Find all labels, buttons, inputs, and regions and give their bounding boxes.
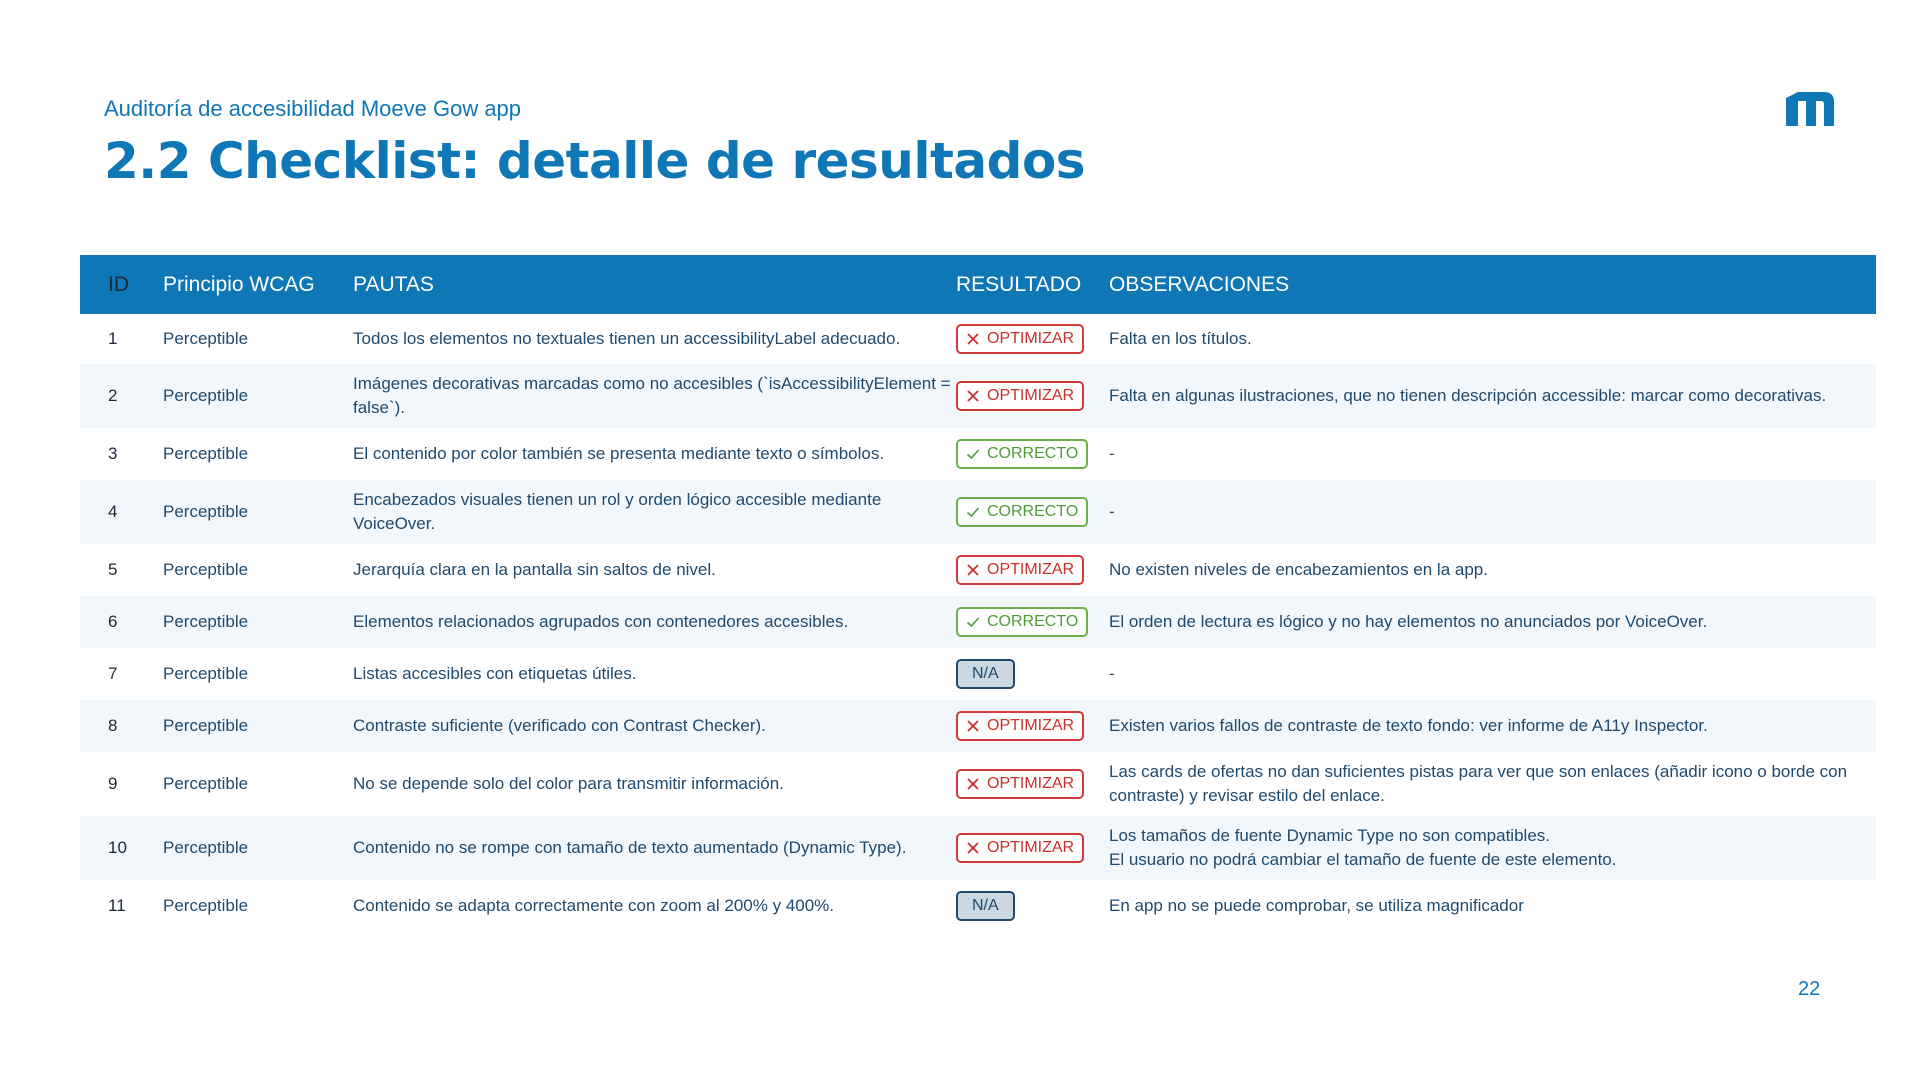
- row-resultado-cell: [956, 544, 1109, 596]
- row-resultado-cell: [956, 480, 1109, 544]
- status-badge: [956, 381, 1084, 411]
- status-badge: [956, 711, 1084, 741]
- cross-icon: [966, 563, 980, 577]
- table-row: [80, 364, 1876, 428]
- row-pauta: Contraste suficiente (verificado con Contrast Checker).: [353, 716, 766, 735]
- status-badge: [956, 439, 1088, 469]
- row-principio: Perceptible: [163, 664, 249, 683]
- table-row: [80, 752, 1876, 816]
- row-principio: Perceptible: [163, 896, 249, 915]
- row-id: 10: [108, 838, 127, 857]
- status-badge: [956, 497, 1088, 527]
- cross-icon: [966, 332, 980, 346]
- status-badge-label: CORRECTO: [987, 445, 1079, 462]
- check-icon: [966, 505, 980, 519]
- check-icon: [966, 447, 980, 461]
- row-resultado-cell: [956, 752, 1109, 816]
- row-pauta: Encabezados visuales tienen un rol y orden lógico accesible mediante VoiceOver.: [353, 490, 882, 533]
- status-badge-label: OPTIMIZAR: [987, 775, 1075, 792]
- status-badge-label: OPTIMIZAR: [987, 561, 1075, 578]
- row-principio: Perceptible: [163, 386, 249, 405]
- row-pauta: Elementos relacionados agrupados con contenedores accesibles.: [353, 612, 849, 631]
- row-principio: Perceptible: [163, 612, 249, 631]
- row-pauta: Todos los elementos no textuales tienen un accessibilityLabel adecuado.: [353, 329, 901, 348]
- row-pauta: Contenido no se rompe con tamaño de texto aumentado (Dynamic Type).: [353, 838, 907, 857]
- status-badge: [956, 659, 1015, 689]
- status-badge-label: CORRECTO: [987, 613, 1079, 630]
- header-id: ID: [108, 272, 129, 296]
- row-resultado-cell: [956, 880, 1109, 932]
- table-row: [80, 428, 1876, 480]
- status-badge-label: OPTIMIZAR: [987, 330, 1075, 347]
- table-row: [80, 816, 1876, 880]
- table-row: [80, 544, 1876, 596]
- status-badge-label: OPTIMIZAR: [987, 839, 1075, 856]
- page-title: 2.2 Checklist: detalle de resultados: [104, 132, 1086, 190]
- row-resultado-cell: [956, 648, 1109, 700]
- row-observacion: Las cards de ofertas no dan suficientes pistas para ver que son enlaces (añadir icono o borde con contraste) y revisar estilo del enlace.: [1109, 762, 1848, 805]
- row-pauta: El contenido por color también se presenta mediante texto o símbolos.: [353, 444, 885, 463]
- row-resultado-cell: [956, 314, 1109, 364]
- cross-icon: [966, 841, 980, 855]
- cross-icon: [966, 777, 980, 791]
- row-pauta: Listas accesibles con etiquetas útiles.: [353, 664, 637, 683]
- status-badge: [956, 607, 1088, 637]
- row-resultado-cell: [956, 596, 1109, 648]
- status-badge-label: OPTIMIZAR: [987, 387, 1075, 404]
- row-observacion: Los tamaños de fuente Dynamic Type no son compatibles. El usuario no podrá cambiar el tamaño de fuente de este elemento.: [1109, 826, 1617, 869]
- status-badge-label: N/A: [972, 897, 999, 914]
- row-id: 4: [108, 502, 118, 521]
- row-observacion: Falta en los títulos.: [1109, 329, 1252, 348]
- row-observacion: El orden de lectura es lógico y no hay elementos no anunciados por VoiceOver.: [1109, 612, 1708, 631]
- row-id: 1: [108, 329, 118, 348]
- row-id: 8: [108, 716, 118, 735]
- status-badge: [956, 324, 1084, 354]
- page-number: 22: [1798, 978, 1821, 1000]
- moeve-logo-icon: [1784, 88, 1836, 130]
- table-row: [80, 648, 1876, 700]
- row-principio: Perceptible: [163, 329, 249, 348]
- row-id: 7: [108, 664, 118, 683]
- row-id: 3: [108, 444, 118, 463]
- report-subtitle: Auditoría de accesibilidad Moeve Gow app: [104, 96, 522, 121]
- header-pautas: PAUTAS: [353, 272, 434, 296]
- status-badge: [956, 833, 1084, 863]
- header-resultado: RESULTADO: [956, 272, 1082, 296]
- row-observacion: -: [1109, 502, 1115, 521]
- row-observacion: Falta en algunas ilustraciones, que no tienen descripción accessible: marcar como decorativas.: [1109, 386, 1827, 405]
- status-badge-label: CORRECTO: [987, 503, 1079, 520]
- row-resultado-cell: [956, 816, 1109, 880]
- table-row: [80, 700, 1876, 752]
- row-observacion: Existen varios fallos de contraste de texto fondo: ver informe de A11y Inspector.: [1109, 716, 1708, 735]
- table-row: [80, 596, 1876, 648]
- checklist-table: [80, 255, 1876, 932]
- status-badge-label: OPTIMIZAR: [987, 717, 1075, 734]
- table-header-row: [80, 255, 1876, 314]
- row-observacion: -: [1109, 664, 1115, 683]
- row-principio: Perceptible: [163, 774, 249, 793]
- header-observaciones: OBSERVACIONES: [1109, 272, 1290, 296]
- row-id: 5: [108, 560, 118, 579]
- status-badge: [956, 769, 1084, 799]
- row-principio: Perceptible: [163, 716, 249, 735]
- row-observacion: No existen niveles de encabezamientos en la app.: [1109, 560, 1488, 579]
- row-principio: Perceptible: [163, 502, 249, 521]
- check-icon: [966, 615, 980, 629]
- row-observacion: En app no se puede comprobar, se utiliza magnificador: [1109, 896, 1524, 915]
- row-resultado-cell: [956, 700, 1109, 752]
- table-row: [80, 880, 1876, 932]
- status-badge: [956, 555, 1084, 585]
- row-resultado-cell: [956, 428, 1109, 480]
- row-pauta: No se depende solo del color para transmitir información.: [353, 774, 784, 793]
- table-row: [80, 314, 1876, 364]
- row-pauta: Jerarquía clara en la pantalla sin saltos de nivel.: [353, 560, 716, 579]
- row-id: 6: [108, 612, 118, 631]
- row-id: 9: [108, 774, 118, 793]
- row-principio: Perceptible: [163, 560, 249, 579]
- status-badge: [956, 891, 1015, 921]
- row-resultado-cell: [956, 364, 1109, 428]
- row-pauta: Contenido se adapta correctamente con zoom al 200% y 400%.: [353, 896, 835, 915]
- cross-icon: [966, 719, 980, 733]
- status-badge-label: N/A: [972, 665, 999, 682]
- row-pauta: Imágenes decorativas marcadas como no accesibles (`isAccessibilityElement = false`).: [353, 374, 951, 417]
- row-id: 11: [108, 896, 126, 915]
- row-principio: Perceptible: [163, 838, 249, 857]
- cross-icon: [966, 389, 980, 403]
- row-principio: Perceptible: [163, 444, 249, 463]
- row-id: 2: [108, 386, 118, 405]
- header-principio: Principio WCAG: [163, 272, 315, 296]
- table-row: [80, 480, 1876, 544]
- row-observacion: -: [1109, 444, 1115, 463]
